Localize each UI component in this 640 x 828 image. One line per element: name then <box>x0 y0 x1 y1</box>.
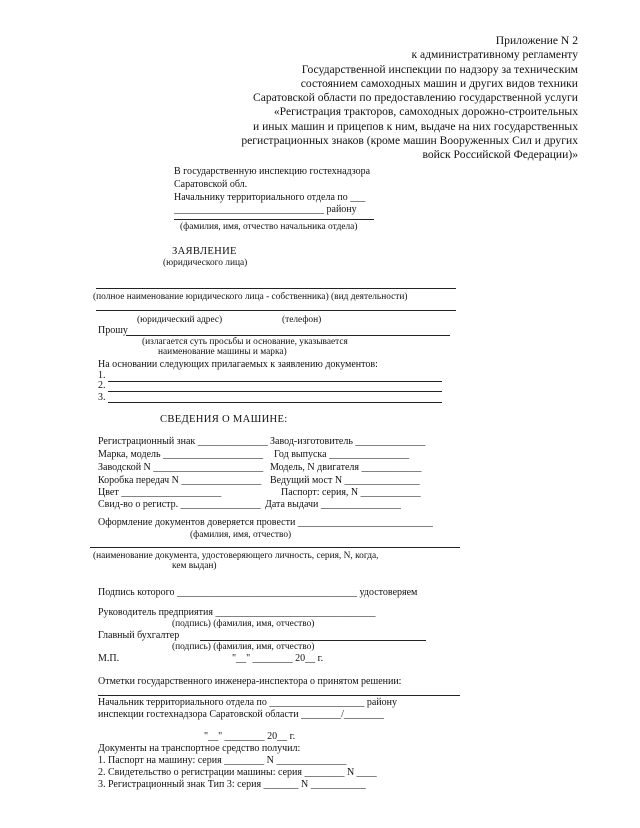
addressee-underline <box>174 219 374 220</box>
document-item-number: 1. <box>98 370 106 381</box>
proxy-line: Оформление документов доверяется провести ___________________________ <box>98 517 433 528</box>
header-line: Саратовской области по предоставлению государственной услуги <box>253 91 578 105</box>
machine-field: Свид-во о регистр. ________________ <box>98 499 261 510</box>
identity-document-caption: (наименование документа, удостоверяющего личность, серия, N, когда, <box>93 551 379 561</box>
accountant-signature-caption: (подпись) (фамилия, имя, отчество) <box>172 642 315 652</box>
machine-field: Марка, модель ____________________ <box>98 449 264 460</box>
request-line <box>126 335 450 336</box>
territorial-head-line: Начальник территориального отдела по ___________________ району <box>98 697 398 708</box>
phone-caption: (телефон) <box>282 315 322 325</box>
machine-field: Регистрационный знак ______________ <box>98 436 268 447</box>
applicant-name-caption: (полное наименование юридического лица - собственника) (вид деятельности) <box>93 292 408 302</box>
inspector-notes-label: Отметки государственного инженера-инспектора о принятом решении: <box>98 676 402 687</box>
request-caption: наименование машины и марка) <box>158 347 287 357</box>
machine-field: Паспорт: серия, N ____________ <box>281 487 421 498</box>
document-subtitle: (юридического лица) <box>163 258 248 268</box>
addressee-line: Начальнику территориального отдела по ___ <box>174 192 366 203</box>
applicant-address-line <box>96 310 456 311</box>
machine-field: Заводской N ______________________ <box>98 462 264 473</box>
header-line: и иных машин и прицепов к ним, выдаче на них государственных <box>252 119 578 133</box>
header-line: Государственной инспекции по надзору за техническим <box>301 62 578 76</box>
identity-document-caption: кем выдан) <box>172 561 217 571</box>
appendix-header <box>241 34 578 163</box>
received-item: 1. Паспорт на машину: серия ________ N ______________ <box>98 755 347 766</box>
address-caption: (юридический адрес) <box>137 315 223 325</box>
header-line: регистрационных знаков (кроме машин Вооруженных Сил и других <box>241 134 578 148</box>
request-label: Прошу <box>98 325 128 336</box>
applicant-name-line <box>96 288 456 289</box>
machine-field: Цвет ____________________ <box>98 487 222 498</box>
machine-field: Модель, N двигателя ____________ <box>270 462 422 473</box>
accountant-signature-line <box>200 640 426 641</box>
document-item-number: 3. <box>98 392 106 403</box>
machine-field: Завод-изготовитель ______________ <box>270 436 426 447</box>
documents-received-label: Документы на транспортное средство получил: <box>98 743 301 754</box>
header-line: состоянием самоходных машин и других видов техники <box>300 76 578 90</box>
addressee-line: ______________________________ району <box>174 204 357 215</box>
accountant-label: Главный бухгалтер <box>98 630 180 641</box>
addressee-caption: (фамилия, имя, отчество начальника отдела) <box>180 222 358 232</box>
machine-section-title: СВЕДЕНИЯ О МАШИНЕ: <box>160 414 288 425</box>
machine-field: Коробка передач N ________________ <box>98 475 262 486</box>
director-signature-caption: (подпись) (фамилия, имя, отчество) <box>172 619 315 629</box>
signature-date: "__" ________ 20__ г. <box>232 653 324 664</box>
received-item: 2. Свидетельство о регистрации машины: серия ________ N ____ <box>98 767 377 778</box>
machine-field: Дата выдачи ________________ <box>265 499 401 510</box>
header-line: Приложение N 2 <box>495 34 578 47</box>
header-line: к административному регламенту <box>411 48 578 62</box>
request-caption: (излагается суть просьбы и основание, указывается <box>142 337 348 347</box>
inspector-notes-line <box>98 695 460 696</box>
documents-label: На основании следующих прилагаемых к заявлению документов: <box>98 359 378 370</box>
document-title: ЗАЯВЛЕНИЕ <box>172 246 237 257</box>
received-item: 3. Регистрационный знак Тип 3: серия _______ N ___________ <box>98 779 366 790</box>
machine-field: Год выпуска ________________ <box>274 449 410 460</box>
proxy-caption: (фамилия, имя, отчество) <box>190 530 292 540</box>
territorial-head-line: инспекции гостехнадзора Саратовской области ________/________ <box>98 709 384 720</box>
inspector-date: "__" ________ 20__ г. <box>204 731 296 742</box>
machine-field: Ведущий мост N _______________ <box>270 475 420 486</box>
identity-document-line <box>90 547 460 548</box>
signature-certify-line: Подпись которого ____________________________________ удостоверяем <box>98 587 418 598</box>
stamp-place-label: М.П. <box>98 653 120 664</box>
document-item-line <box>108 402 442 403</box>
document-item-line <box>108 391 442 392</box>
document-item-number: 2. <box>98 380 106 391</box>
document-item-line <box>108 381 442 382</box>
header-line: войск Российской Федерации)» <box>422 148 578 162</box>
header-line: «Регистрация тракторов, самоходных дорожно-строительных <box>273 105 578 119</box>
director-signature-line: Руководитель предприятия ________________________________ <box>98 607 376 618</box>
addressee-line: В государственную инспекцию гостехнадзора <box>174 166 371 177</box>
addressee-line: Саратовской обл. <box>174 179 248 190</box>
